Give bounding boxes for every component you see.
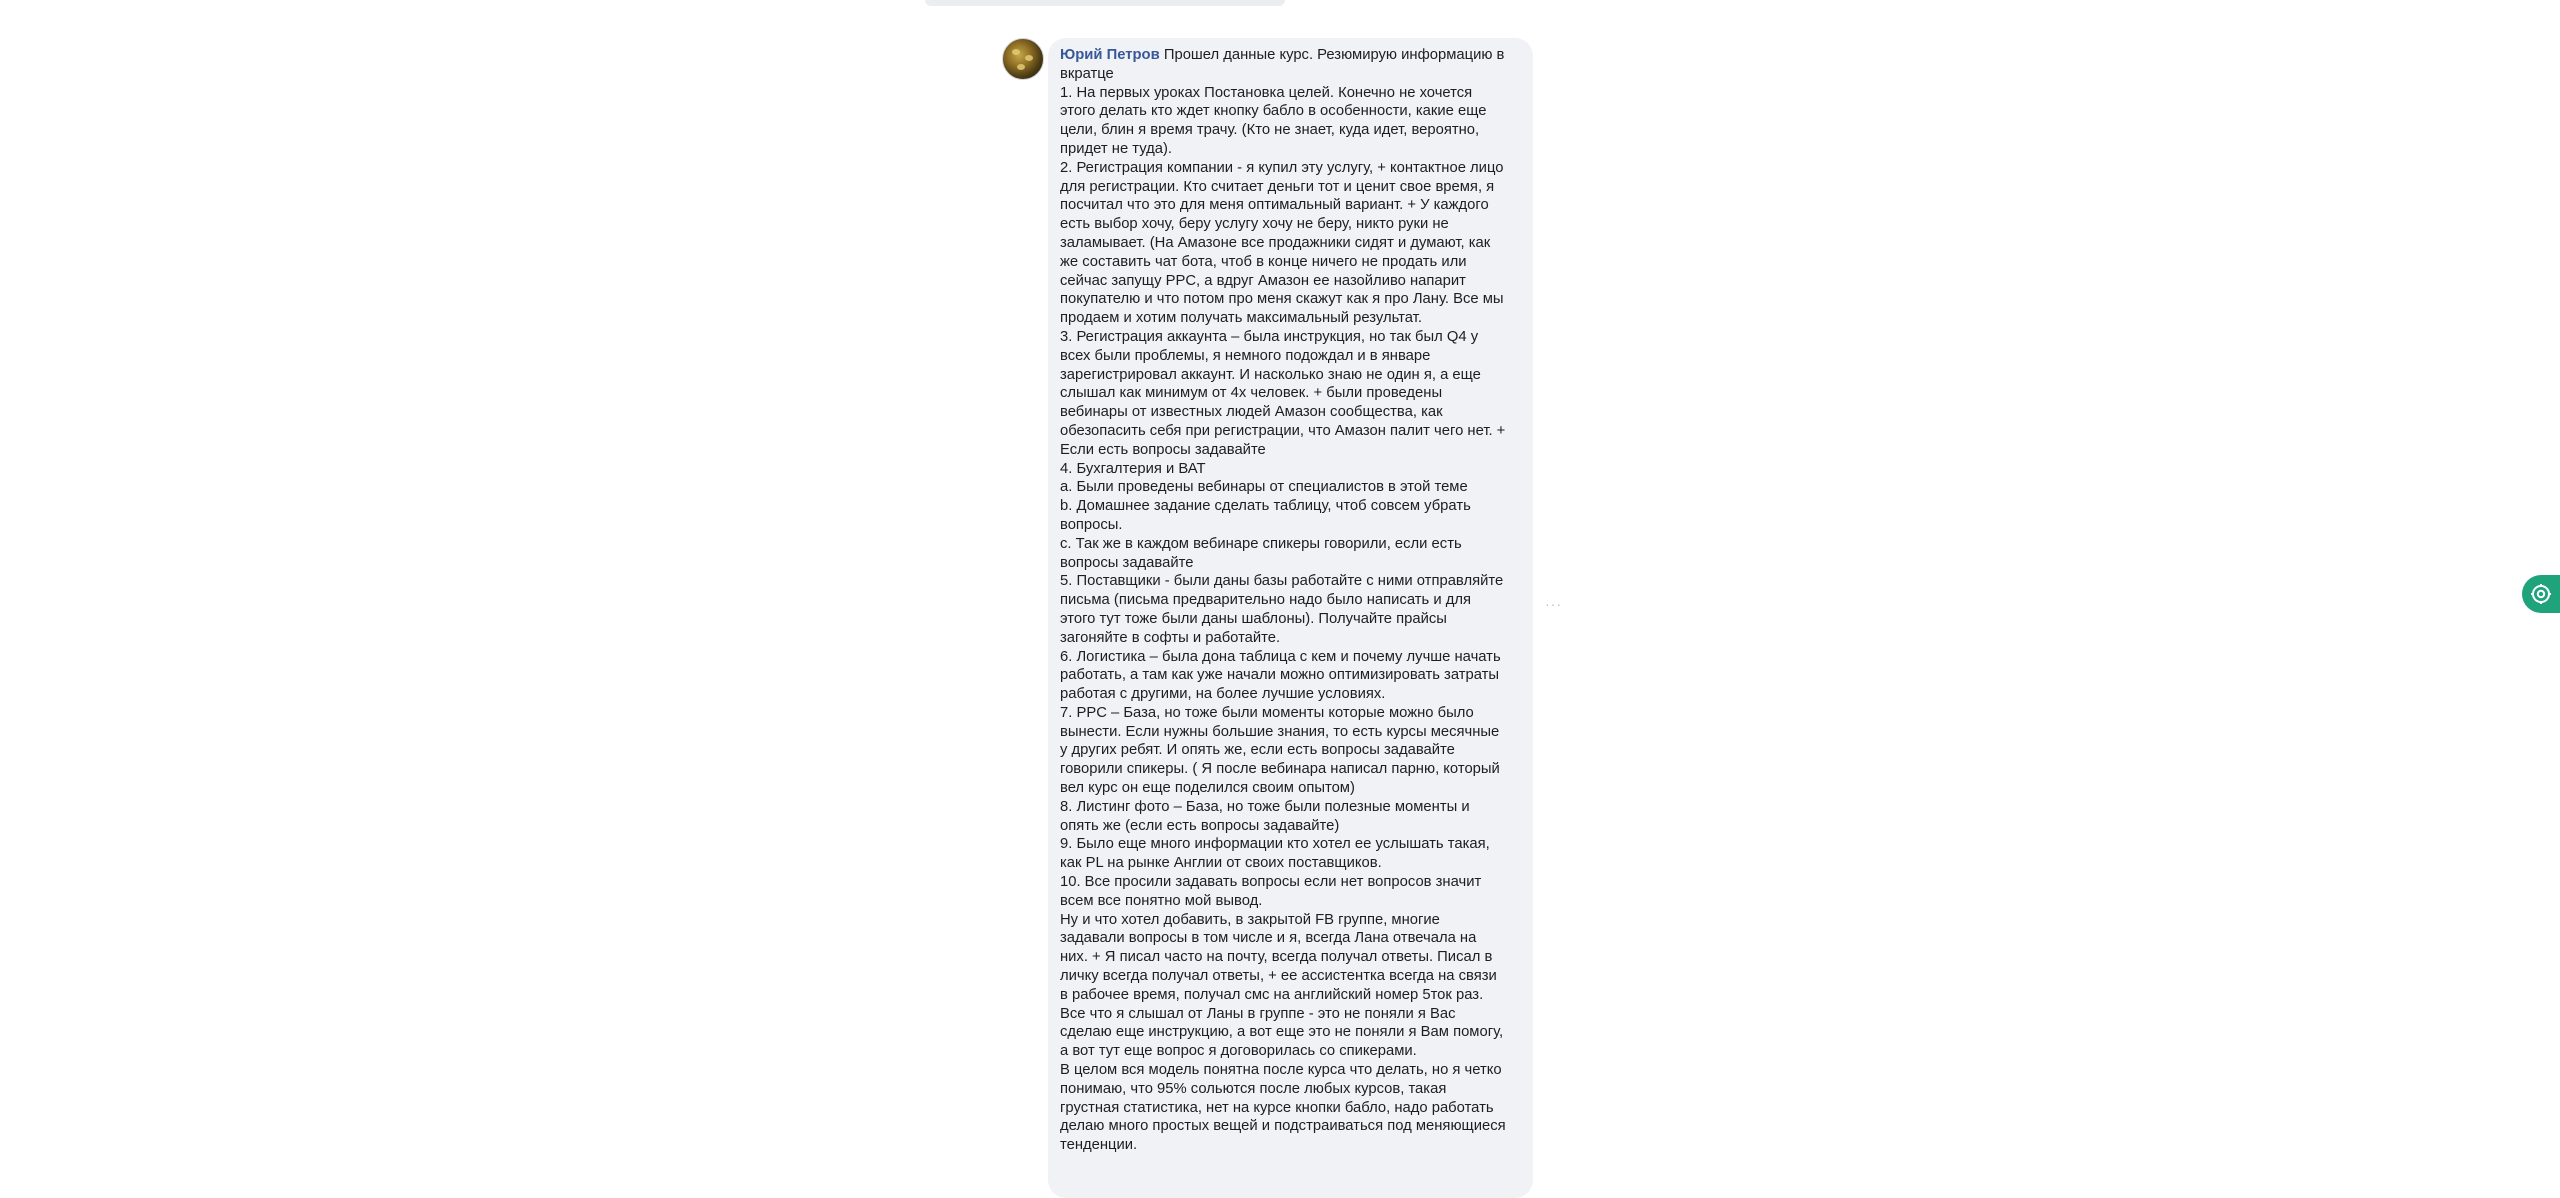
comment-line: работать, а там как уже начали можно оптимизировать затраты <box>1060 667 1500 684</box>
comment-text: Прошел данные курс. Резюмирую информацию в <box>1163 47 1505 63</box>
comment-line: зарегистрировал аккаунт. И насколько знаю не один я, а еще <box>1060 366 1481 383</box>
comment-line: цели, блин я время трачу. (Кто не знает, куда идет, вероятно, <box>1060 122 1480 139</box>
comment-line: этого тут тоже были даны шаблоны). Получайте прайсы <box>1060 610 1447 627</box>
comment-line: обезопасить себя при регистрации, что Амазон палит чего нет. + <box>1060 422 1506 439</box>
comment-line: задавали вопросы в том числе и я, всегда Лана отвечала на <box>1060 930 1477 947</box>
comment-line: покупателю и что потом про меня скажут как я про Лану. Все мы <box>1060 291 1504 308</box>
comment-line: вопросы. <box>1060 516 1123 533</box>
comment-line: письма (письма предварительно надо было написать и для <box>1060 592 1471 609</box>
previous-comment-edge <box>925 0 1285 6</box>
comment-line: говорили спикеры. ( Я после вебинара написал парню, который <box>1060 761 1500 778</box>
comment-line: 9. Было еще много информации кто хотел ее услышать такая, <box>1060 836 1490 853</box>
comment-line: сделаю еще инструкцию, а вот еще это не поняли я Вам помогу, <box>1060 1024 1504 1041</box>
comment-line: работая с другими, на более лучшие условиях. <box>1060 686 1386 703</box>
comment-line: 8. Листинг фото – База, но тоже были полезные моменты и <box>1060 798 1470 815</box>
settings-icon <box>2530 583 2552 605</box>
comment-line: c. Так же в каждом вебинаре спикеры говорили, если есть <box>1060 535 1462 552</box>
comment-line: загоняйте в софты и работайте. <box>1060 629 1281 646</box>
comment-line: придет не туда). <box>1060 140 1173 157</box>
comment-line: них. + Я писал часто на почту, всегда получал ответы. Писал в <box>1060 949 1493 966</box>
comment-line: В целом вся модель понятна после курса что делать, но я четко <box>1060 1062 1502 1079</box>
comment-line: b. Домашнее задание сделать таблицу, чтоб совсем убрать <box>1060 498 1471 515</box>
comment-line: вел курс он еще поделился своим опытом) <box>1060 780 1355 797</box>
comment-line: всем все понятно мой вывод. <box>1060 892 1263 909</box>
comment-line: Все что я слышал от Ланы в группе - это не поняли я Вас <box>1060 1005 1456 1022</box>
comment-line: в рабочее время, получал смс на английский номер 5ток раз. <box>1060 986 1484 1003</box>
comment-line: понимаю, что 95% сольются после любых курсов, такая <box>1060 1080 1447 1097</box>
comment-line: делаю много простых вещей и подстраиваться под меняющиеся <box>1060 1118 1506 1135</box>
avatar[interactable] <box>1002 38 1044 80</box>
comment-line: 2. Регистрация компании - я купил эту услугу, + контактное лицо <box>1060 159 1504 176</box>
comment-line: 6. Логистика – была дона таблица с кем и почему лучше начать <box>1060 648 1501 665</box>
comment-line: есть выбор хочу, беру услугу хочу не беру, никто руки не <box>1060 216 1449 233</box>
comment-line: Ну и что хотел добавить, в закрытой FB группе, многие <box>1060 911 1440 928</box>
comment-line: вкратце <box>1060 65 1114 82</box>
comment-line: как PL на рынке Англии от своих поставщиков. <box>1060 855 1382 872</box>
comment-line: для регистрации. Кто считает деньги тот и ценит свое время, я <box>1060 178 1495 195</box>
comment-line: же составить чат бота, чтоб в конце ничего не продать или <box>1060 253 1467 270</box>
comment-line: 1. На первых уроках Постановка целей. Конечно не хочется <box>1060 84 1473 101</box>
comment-line: продаем и хотим получать максимальный результат. <box>1060 310 1422 327</box>
comment-line: всех были проблемы, я немного подождал и в январе <box>1060 347 1431 364</box>
comment-line: этого делать кто ждет кнопку бабло в особенности, какие еще <box>1060 103 1487 120</box>
side-widget-button[interactable] <box>2522 575 2560 613</box>
comment-line: посчитал что это для меня оптимальный вариант. + У каждого <box>1060 197 1489 214</box>
comment-line: тенденции. <box>1060 1137 1138 1154</box>
comment-line: у других ребят. И опять же, если есть вопросы задавайте <box>1060 742 1455 759</box>
comment-line: a. Были проведены вебинары от специалистов в этой теме <box>1060 479 1468 496</box>
more-options-icon[interactable]: ··· <box>1545 596 1562 612</box>
comment-line: слышал как минимум от 4х человек. + были проведены <box>1060 385 1443 402</box>
comment-line: сейчас запущу PPC, а вдруг Амазон ее назойливо напарит <box>1060 272 1466 289</box>
comment-line: 4. Бухгалтерия и ВАТ <box>1060 460 1206 477</box>
comment-line: опять же (если есть вопросы задавайте) <box>1060 817 1340 834</box>
comment-bubble <box>1048 38 1533 1198</box>
comment-line: грустная статистика, нет на курсе кнопки бабло, надо работать <box>1060 1099 1494 1116</box>
comment-line: вебинары от известных людей Амазон сообщества, как <box>1060 404 1443 421</box>
comment-first-line <box>1060 46 1521 65</box>
comment-body <box>1060 65 1521 1155</box>
comment-line: 5. Поставщики - были даны базы работайте с ними отправляйте <box>1060 573 1504 590</box>
comment-line: 3. Регистрация аккаунта – была инструкция, но так был Q4 у <box>1060 328 1479 345</box>
comment-line: 7. PPC – База, но тоже были моменты которые можно было <box>1060 704 1474 721</box>
comment-author[interactable]: Юрий Петров <box>1060 47 1160 63</box>
comment-line: а вот тут еще вопрос я договорилась со спикерами. <box>1060 1043 1417 1060</box>
comment-line: вопросы задавайте <box>1060 554 1194 571</box>
comment-line: вынести. Если нужны большие знания, то есть курсы месячные <box>1060 723 1500 740</box>
comment-line: заламывает. (На Амазоне все продажники сидят и думают, как <box>1060 234 1491 251</box>
comment-line: Если есть вопросы задавайте <box>1060 441 1266 458</box>
comment-line: 10. Все просили задавать вопросы если нет вопросов значит <box>1060 874 1482 891</box>
comment-line: личку всегда получал ответы, + ее ассистентка всегда на связи <box>1060 968 1497 985</box>
